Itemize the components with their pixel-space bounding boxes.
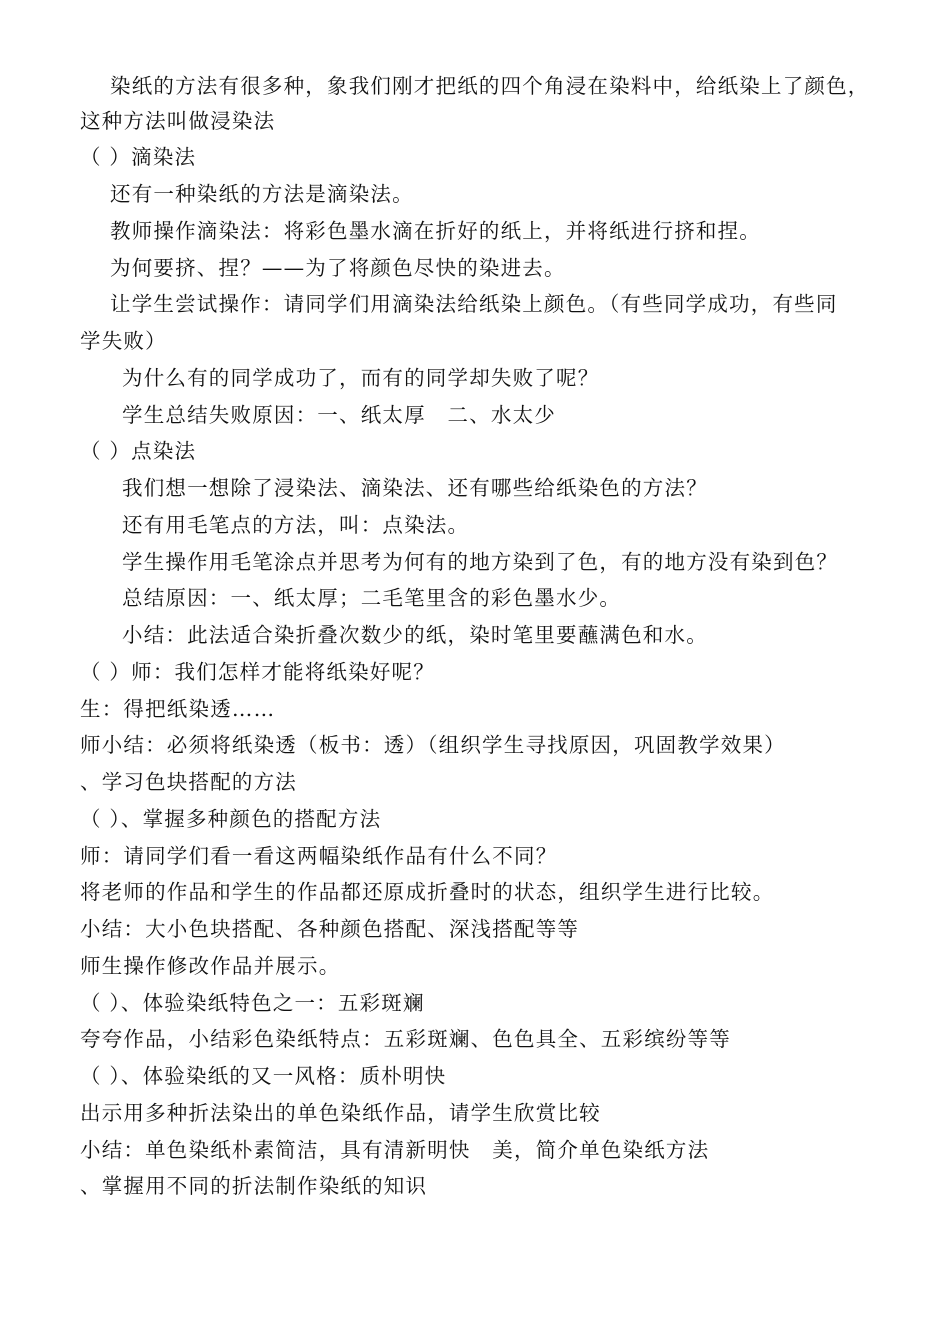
paragraph-line: 为何要挤、捏？——为了将颜色尽快的染进去。: [110, 256, 566, 280]
paragraph-line: 小结：此法适合染折叠次数少的纸，染时笔里要蘸满色和水。: [122, 623, 708, 647]
section-heading: （ ）滴染法: [80, 145, 197, 169]
section-heading: （ ）、体验染纸特色之一：五彩斑斓: [80, 991, 425, 1015]
paragraph-line: 我们想一想除了浸染法、滴染法、还有哪些给纸染色的方法？: [122, 476, 708, 500]
paragraph-line: 生：得把纸染透……: [80, 697, 276, 721]
section-heading: （ ）、体验染纸的又一风格：质朴明快: [80, 1064, 447, 1088]
paragraph-line: 师小结：必须将纸染透（板书：透）（组织学生寻找原因，巩固教学效果）: [80, 733, 786, 757]
section-heading: 、掌握用不同的折法制作染纸的知识: [80, 1174, 428, 1198]
paragraph-line: 学生操作用毛笔涂点并思考为何有的地方染到了色，有的地方没有染到色？: [122, 550, 839, 574]
paragraph-line: 为什么有的同学成功了，而有的同学却失败了呢？: [122, 366, 600, 390]
paragraph-line: 教师操作滴染法：将彩色墨水滴在折好的纸上，并将纸进行挤和捏。: [110, 219, 761, 243]
section-heading: （ ）点染法: [80, 439, 197, 463]
section-heading: （ ）师：我们怎样才能将纸染好呢？: [80, 660, 435, 684]
paragraph-line: 总结原因：一、纸太厚；二毛笔里含的彩色墨水少。: [122, 586, 622, 610]
paragraph-line: 夸夸作品，小结彩色染纸特点：五彩斑斓、色色具全、五彩缤纷等等: [80, 1027, 731, 1051]
paragraph-line: 出示用多种折法染出的单色染纸作品，请学生欣赏比较: [80, 1101, 601, 1125]
section-heading: 、学习色块搭配的方法: [80, 770, 297, 794]
paragraph-line: 这种方法叫做浸染法: [80, 109, 276, 133]
paragraph-line: 师：请同学们看一看这两幅染纸作品有什么不同？: [80, 844, 558, 868]
paragraph-line: 让学生尝试操作：请同学们用滴染法给纸染上颜色。（有些同学成功，有些同: [110, 292, 838, 316]
paragraph-line: 还有用毛笔点的方法，叫：点染法。: [122, 513, 470, 537]
paragraph-line: 学失败）: [80, 329, 167, 353]
paragraph-line: 染纸的方法有很多种，象我们刚才把纸的四个角浸在染料中，给纸染上了颜色，: [110, 74, 870, 98]
paragraph-line: 还有一种染纸的方法是滴染法。: [110, 182, 414, 206]
paragraph-line: 学生总结失败原因：一、纸太厚 二、水太少: [122, 403, 556, 427]
paragraph-line: 将老师的作品和学生的作品都还原成折叠时的状态，组织学生进行比较。: [80, 880, 775, 904]
paragraph-line: 小结：单色染纸朴素简洁，具有清新明快 美，简介单色染纸方法: [80, 1138, 710, 1162]
section-heading: （ ）、掌握多种颜色的搭配方法: [80, 807, 382, 831]
paragraph-line: 小结：大小色块搭配、各种颜色搭配、深浅搭配等等: [80, 917, 580, 941]
paragraph-line: 师生操作修改作品并展示。: [80, 954, 341, 978]
